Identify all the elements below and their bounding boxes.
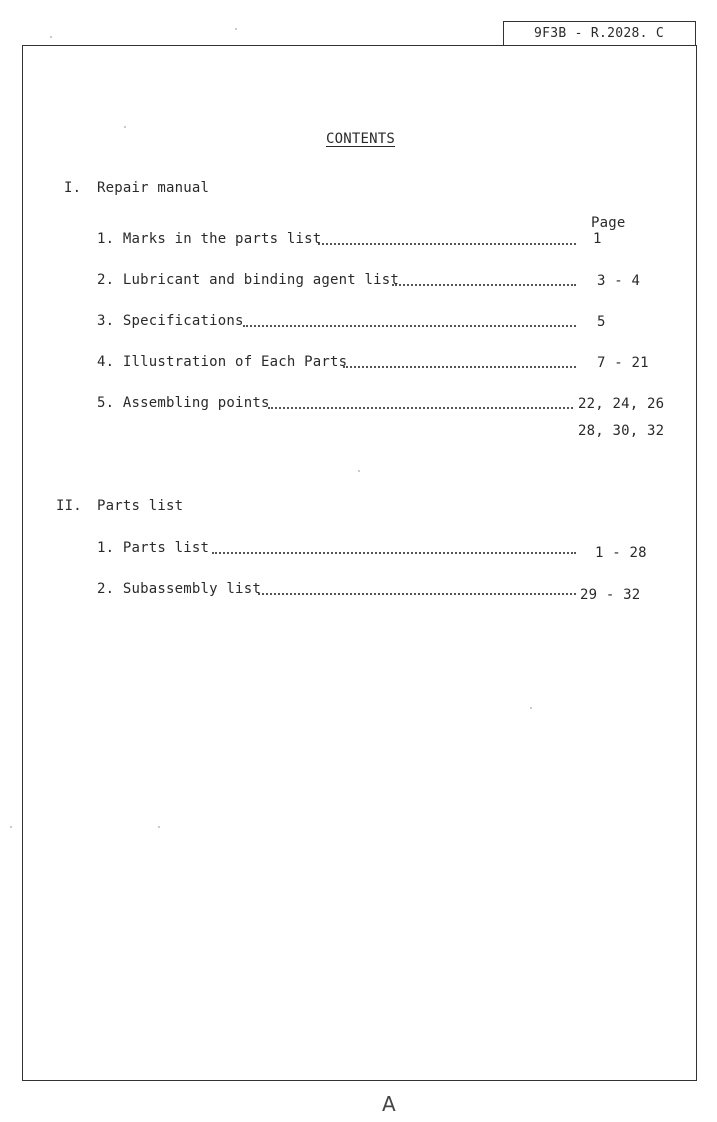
toc-entry-page: 1 - 28 [595, 545, 647, 561]
dot-leader [243, 325, 576, 327]
section-numeral-2: II. [56, 498, 82, 514]
dot-leader [343, 366, 576, 368]
toc-entry-page: 3 - 4 [597, 273, 641, 289]
toc-entry-page: 5 [597, 314, 606, 330]
toc-entry-label: 2. Subassembly list [97, 581, 261, 597]
document-id: 9F3B - R.2028. C [503, 21, 696, 45]
dot-leader [318, 243, 576, 245]
section-title-repair-manual: Repair manual [97, 180, 210, 196]
dot-leader [258, 593, 576, 595]
section-title-parts-list: Parts list [97, 498, 184, 514]
dot-leader [268, 407, 573, 409]
section-numeral-1: I. [64, 180, 82, 196]
page-frame [22, 45, 697, 1081]
page-column-label: Page [591, 215, 626, 231]
toc-entry-page: 22, 24, 26 [578, 396, 665, 412]
toc-entry-page: 1 [593, 231, 602, 247]
toc-entry-label: 2. Lubricant and binding agent list [97, 272, 400, 288]
handwritten-initial: A [382, 1092, 396, 1116]
toc-entry-page: 29 - 32 [580, 587, 641, 603]
toc-entry-page: 7 - 21 [597, 355, 649, 371]
toc-entry-label: 1. Marks in the parts list [97, 231, 322, 247]
toc-entry-label: 4. Illustration of Each Parts [97, 354, 348, 370]
dot-leader [212, 552, 576, 554]
toc-entry-page-continued: 28, 30, 32 [578, 423, 665, 439]
toc-entry-label: 3. Specifications [97, 313, 244, 329]
toc-entry-label: 1. Parts list [97, 540, 210, 556]
contents-title: CONTENTS [326, 131, 396, 147]
toc-entry-label: 5. Assembling points [97, 395, 270, 411]
dot-leader [392, 284, 576, 286]
